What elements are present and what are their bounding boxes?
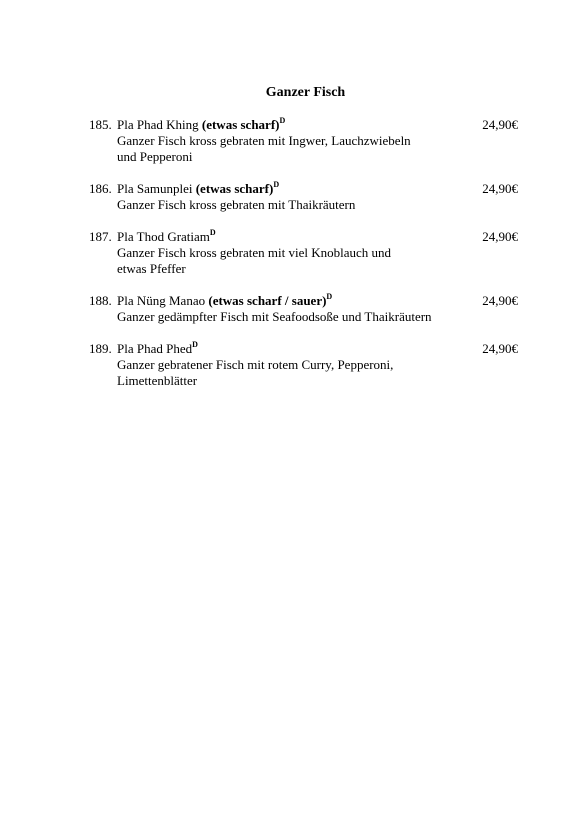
allergen-marker: D (326, 292, 333, 301)
item-description-line: etwas Pfeffer (117, 261, 186, 276)
menu-list (89, 117, 521, 405)
menu-item (89, 117, 521, 165)
item-price: 24,90€ (482, 181, 518, 196)
item-price: 24,90€ (482, 229, 518, 244)
item-name: Pla Phad Khing (117, 117, 199, 132)
item-description (89, 309, 437, 325)
item-price: 24,90€ (482, 341, 518, 356)
item-description-line: Limettenblätter (117, 373, 198, 388)
item-description (89, 357, 437, 389)
item-description-line: Ganzer gebratener Fisch mit rotem Curry, Pepperoni, (117, 357, 394, 372)
item-name: Pla Phad Phed (117, 341, 193, 356)
menu-item-header (89, 293, 521, 309)
allergen-marker: D (192, 340, 198, 349)
item-description-line: und Pepperoni (117, 149, 193, 164)
item-price: 24,90€ (482, 293, 518, 308)
menu-item-header (89, 117, 521, 133)
menu-item (89, 181, 521, 213)
item-number: 189. (89, 341, 112, 356)
allergen-marker: D (273, 180, 280, 189)
item-description-line: Ganzer Fisch kross gebraten mit Thaikräutern (117, 197, 356, 212)
allergen-marker: D (279, 116, 286, 125)
item-description (89, 133, 437, 165)
item-number: 187. (89, 229, 112, 244)
item-name: Pla Samunplei (117, 181, 193, 196)
section-title: Ganzer Fisch (265, 85, 346, 100)
item-number: 186. (89, 181, 112, 196)
item-price: 24,90€ (482, 117, 518, 132)
menu-item (89, 229, 521, 277)
item-description-line: Ganzer gedämpfter Fisch mit Seafoodsoße und Thaikräutern (117, 309, 432, 324)
item-spice-note: (etwas scharf) (201, 117, 280, 132)
item-number: 188. (89, 293, 112, 308)
item-spice-note: (etwas scharf) (195, 181, 274, 196)
item-number: 185. (89, 117, 112, 132)
item-name: Pla Nüng Manao (117, 293, 206, 308)
item-description-line: Ganzer Fisch kross gebraten mit viel Knoblauch und (117, 245, 392, 260)
item-name: Pla Thod Gratiam (117, 229, 210, 244)
allergen-marker: D (209, 228, 216, 237)
menu-item-header (89, 341, 521, 357)
item-spice-note: (etwas scharf / sauer) (208, 293, 327, 308)
item-description (89, 245, 437, 277)
menu-item-header (89, 181, 521, 197)
menu-item-header (89, 229, 521, 245)
item-description-line: Ganzer Fisch kross gebraten mit Ingwer, Lauchzwiebeln (117, 133, 411, 148)
item-description (89, 197, 437, 213)
menu-item (89, 341, 521, 389)
menu-item (89, 293, 521, 325)
